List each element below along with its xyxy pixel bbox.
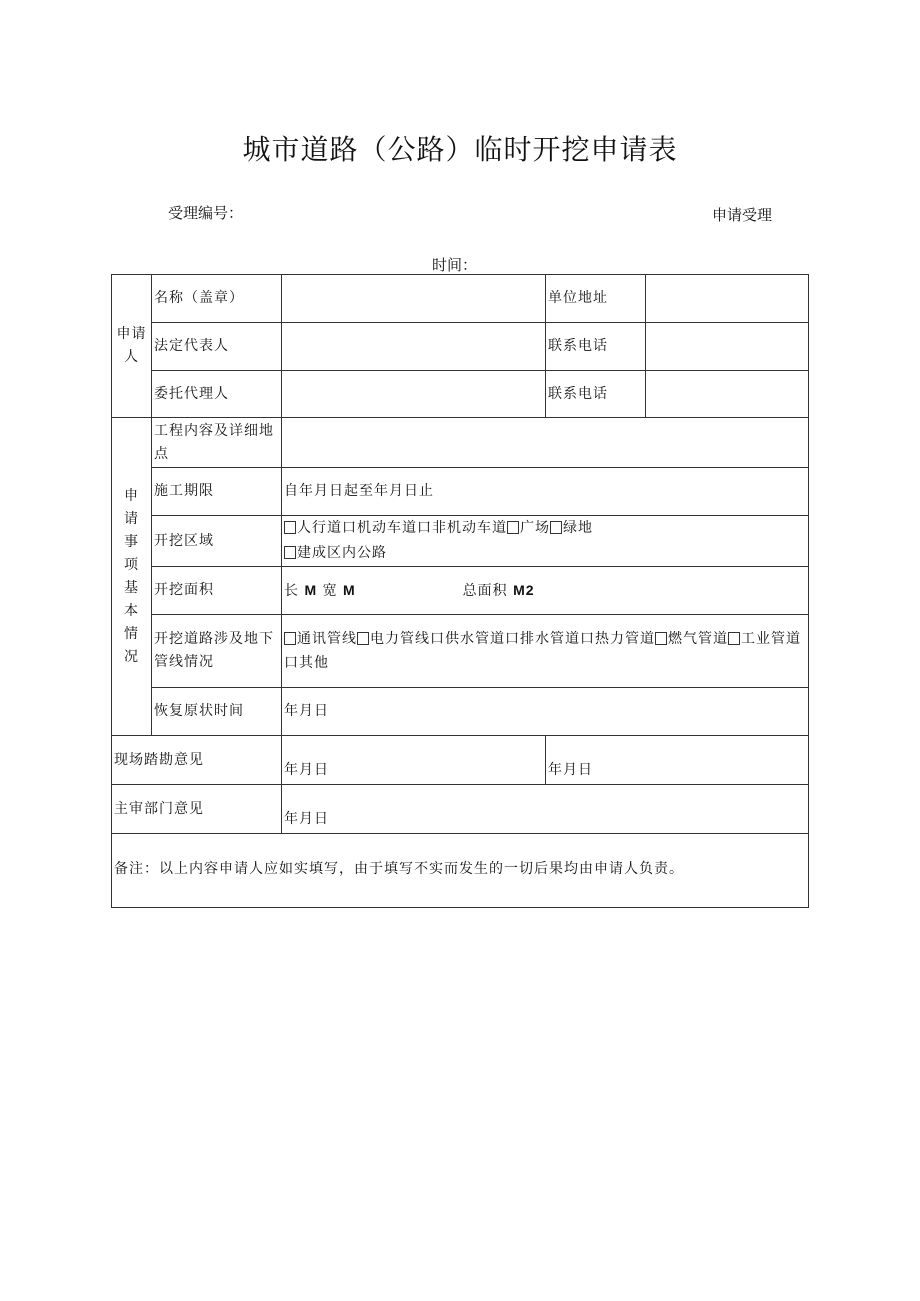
row-project <box>112 418 809 468</box>
area-option-3: 绿地 <box>563 520 593 536</box>
row-review <box>112 785 809 834</box>
checkbox-power[interactable] <box>357 632 369 645</box>
area-option-2: 广场 <box>520 520 550 536</box>
row-name <box>112 275 809 323</box>
checkbox-gas[interactable] <box>655 632 667 645</box>
size-width-label: 宽 <box>322 582 338 599</box>
address-field[interactable] <box>646 275 809 323</box>
note-text: 备注：以上内容申请人应如实填写，由于填写不实而发生的一切后果均由申请人负责。 <box>112 834 809 908</box>
phone-field-1[interactable] <box>646 323 809 371</box>
survey-date-2[interactable]: 年月日 <box>546 736 809 785</box>
row-pipes <box>112 615 809 688</box>
checkbox-telecom[interactable] <box>284 632 296 645</box>
pipe-option-4: 工业管道口其他 <box>284 631 801 671</box>
period-value[interactable]: 自年月日起至年月日止 <box>282 468 809 516</box>
agent-label: 委托代理人 <box>152 371 282 418</box>
checkbox-square[interactable] <box>507 521 519 534</box>
checkbox-sidewalk[interactable] <box>284 521 296 534</box>
row-note <box>112 834 809 908</box>
row-period <box>112 468 809 516</box>
size-label: 开挖面积 <box>152 567 282 615</box>
legal-rep-label: 法定代表人 <box>152 323 282 371</box>
row-legal-rep <box>112 323 809 371</box>
project-label: 工程内容及详细地点 <box>152 418 282 468</box>
unit-m-2: M <box>343 581 356 598</box>
pipes-label: 开挖道路涉及地下管线情况 <box>152 615 282 688</box>
time-label: 时间： <box>432 256 478 274</box>
row-size <box>112 567 809 615</box>
pipe-option-3: 燃气管道 <box>668 631 728 647</box>
name-label: 名称（盖章） <box>152 275 282 323</box>
row-agent <box>112 371 809 418</box>
legal-rep-field[interactable] <box>282 323 546 371</box>
pipe-option-1: 通讯管线 <box>297 631 357 647</box>
checkbox-industrial[interactable] <box>728 632 740 645</box>
code-label: 受理编号： <box>168 204 244 222</box>
pipes-options <box>282 615 809 688</box>
application-form <box>111 274 809 908</box>
size-length-label: 长 <box>284 582 299 599</box>
name-field[interactable] <box>282 275 546 323</box>
survey-label: 现场踏勘意见 <box>112 736 282 785</box>
area-type-label: 开挖区域 <box>152 516 282 567</box>
applicant-group-label: 申请人 <box>112 275 152 418</box>
project-field[interactable] <box>282 418 809 468</box>
page-title: 城市道路（公路）临时开挖申请表 <box>242 133 678 166</box>
period-label: 施工期限 <box>152 468 282 516</box>
row-area-type <box>112 516 809 567</box>
unit-m-1: M <box>304 581 318 598</box>
row-restore <box>112 688 809 736</box>
checkbox-highway[interactable] <box>284 546 296 559</box>
restore-value[interactable]: 年月日 <box>282 688 809 736</box>
restore-label: 恢复原状时间 <box>152 688 282 736</box>
survey-date-1[interactable]: 年月日 <box>282 736 546 785</box>
phone-label-2: 联系电话 <box>546 371 646 418</box>
pipe-option-2: 电力管线口供水管道口排水管道口热力管道 <box>370 631 655 647</box>
accept-label: 申请受理 <box>712 206 773 224</box>
review-date[interactable]: 年月日 <box>282 785 809 834</box>
size-field[interactable] <box>282 567 809 615</box>
checkbox-greenland[interactable] <box>550 521 562 534</box>
area-option-1: 人行道口机动车道口非机动车道 <box>297 520 507 536</box>
unit-m2: M2 <box>513 581 535 598</box>
review-label: 主审部门意见 <box>112 785 282 834</box>
address-label: 单位地址 <box>546 275 646 323</box>
area-options <box>282 516 809 567</box>
matters-group-label: 申请事项基本情况 <box>112 418 152 736</box>
row-survey <box>112 736 809 785</box>
size-total-label: 总面积 <box>462 582 508 599</box>
phone-field-2[interactable] <box>646 371 809 418</box>
area-option-4: 建成区内公路 <box>297 545 387 561</box>
agent-field[interactable] <box>282 371 546 418</box>
phone-label-1: 联系电话 <box>546 323 646 371</box>
